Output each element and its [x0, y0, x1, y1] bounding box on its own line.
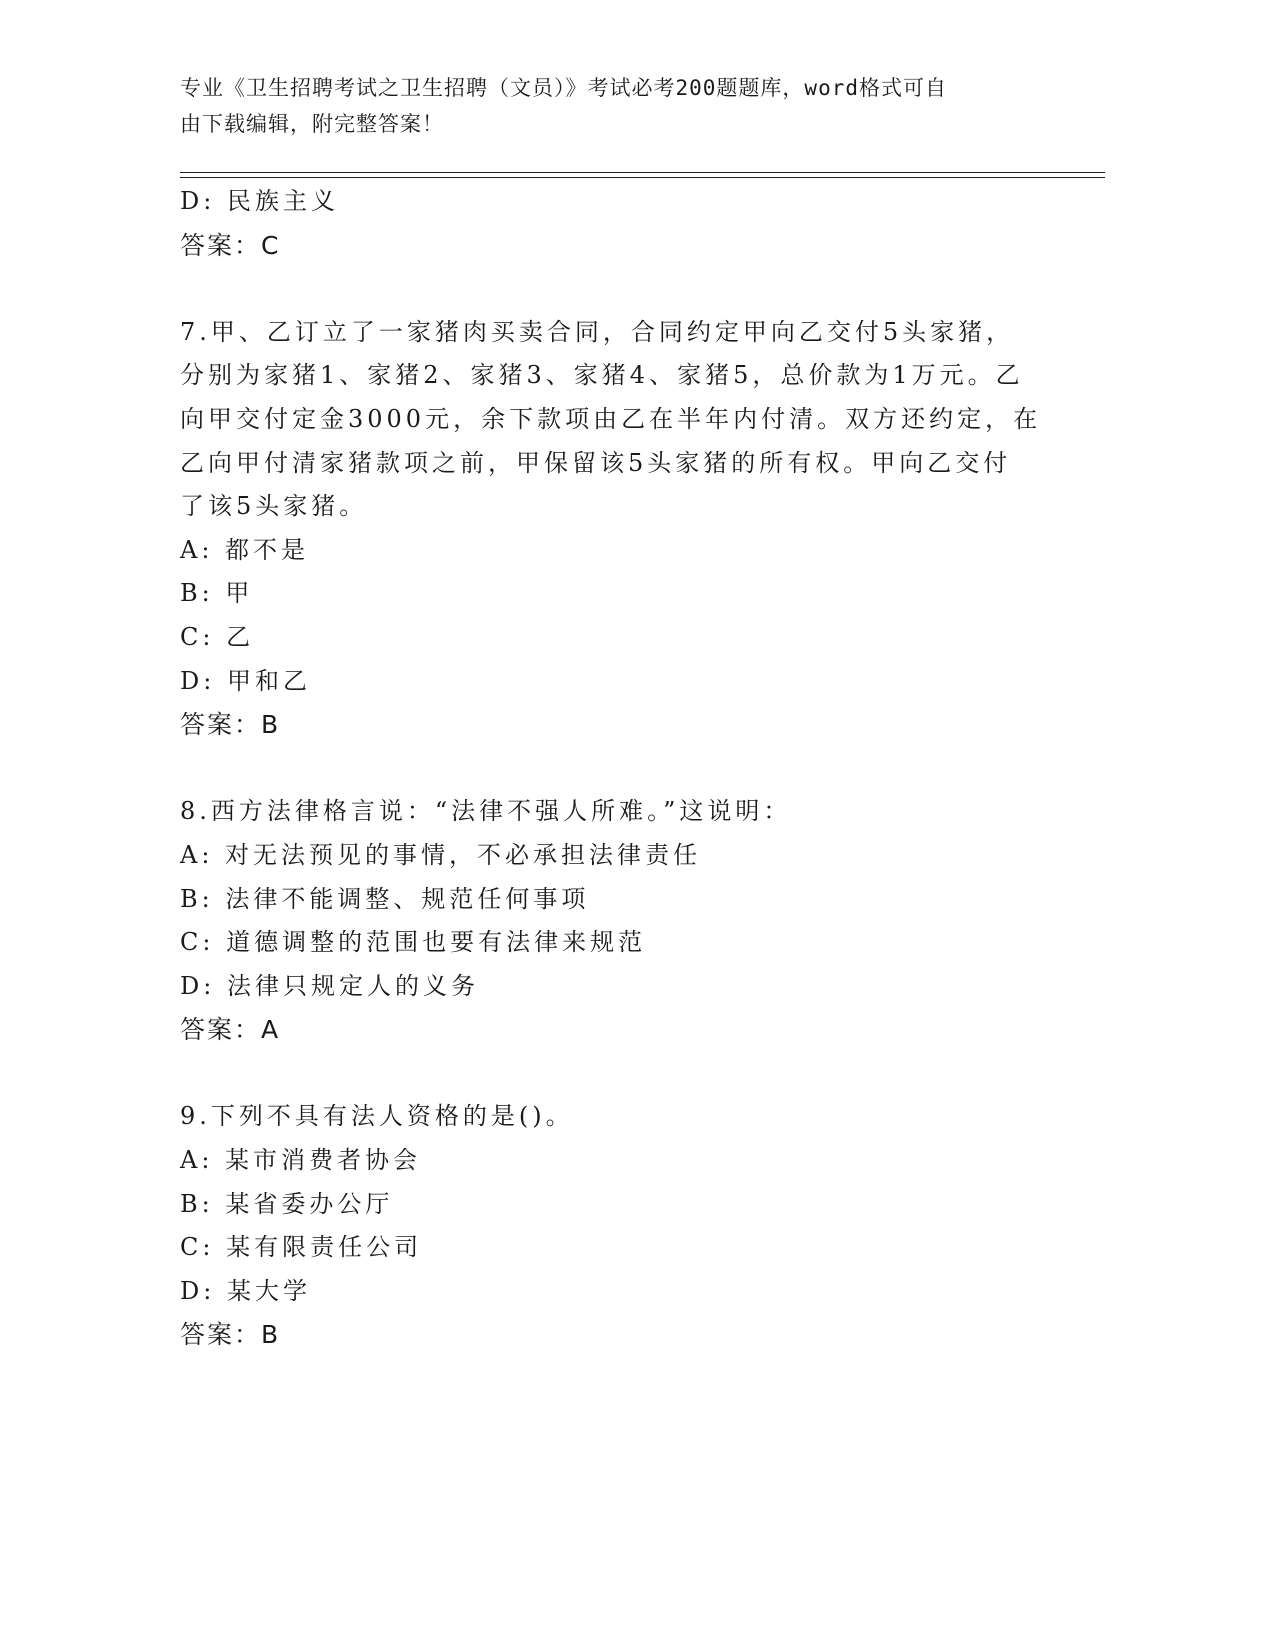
option-b: B: 法律不能调整、规范任何事项 [180, 884, 590, 913]
spacer [180, 747, 1080, 791]
option-d: D: 民族主义 [180, 187, 339, 215]
option-d: D: 甲和乙 [180, 666, 311, 695]
spacer [180, 1052, 1080, 1096]
question-7 [180, 311, 1080, 747]
answer-line: 答案：C [180, 230, 281, 260]
question-stem-line: 分别为家猪1、家猪2、家猪3、家猪4、家猪5，总价款为1万元。乙 [180, 361, 1024, 390]
answer-line: 答案：B [180, 710, 281, 740]
question-stem-line: 7.甲、乙订立了一家猪肉买卖合同，合同约定甲向乙交付5头家猪， [180, 317, 1015, 346]
spacer [180, 267, 1080, 311]
answer-line: 答案：B [180, 1320, 281, 1350]
option-c: C: 乙 [180, 622, 255, 651]
option-b: B: 甲 [180, 579, 254, 608]
header-divider-bottom [180, 177, 1105, 178]
question-stem-line: 向甲交付定金3000元，余下款项由乙在半年内付清。双方还约定，在 [180, 404, 1042, 433]
header-line-1: 专业《卫生招聘考试之卫生招聘（文员）》考试必考200题题库，word格式可自 [180, 76, 947, 100]
header-line-2: 由下载编辑，附完整答案！ [180, 112, 444, 136]
option-c: C: 道德调整的范围也要有法律来规范 [180, 928, 647, 957]
question-stem-line: 了该5头家猪。 [180, 492, 368, 521]
option-d: D: 法律只规定人的义务 [180, 971, 479, 1000]
question-9 [180, 1095, 1080, 1357]
question-stem-line: 9.下列不具有法人资格的是()。 [180, 1102, 574, 1131]
header-divider-top [180, 172, 1105, 173]
question-list [180, 180, 1080, 1357]
option-a: A: 都不是 [180, 535, 310, 564]
question-8 [180, 790, 1080, 1052]
document-header [180, 70, 1040, 142]
option-c: C: 某有限责任公司 [180, 1233, 423, 1262]
option-b: B: 某省委办公厅 [180, 1189, 394, 1218]
previous-question-tail [180, 180, 1080, 267]
question-stem-line: 8.西方法律格言说：“法律不强人所难。”这说明： [180, 797, 792, 826]
option-a: A: 对无法预见的事情，不必承担法律责任 [180, 840, 702, 869]
option-d: D: 某大学 [180, 1276, 311, 1305]
option-a: A: 某市消费者协会 [180, 1146, 422, 1175]
answer-line: 答案：A [180, 1015, 281, 1045]
question-stem-line: 乙向甲付清家猪款项之前，甲保留该5头家猪的所有权。甲向乙交付 [180, 448, 1012, 477]
